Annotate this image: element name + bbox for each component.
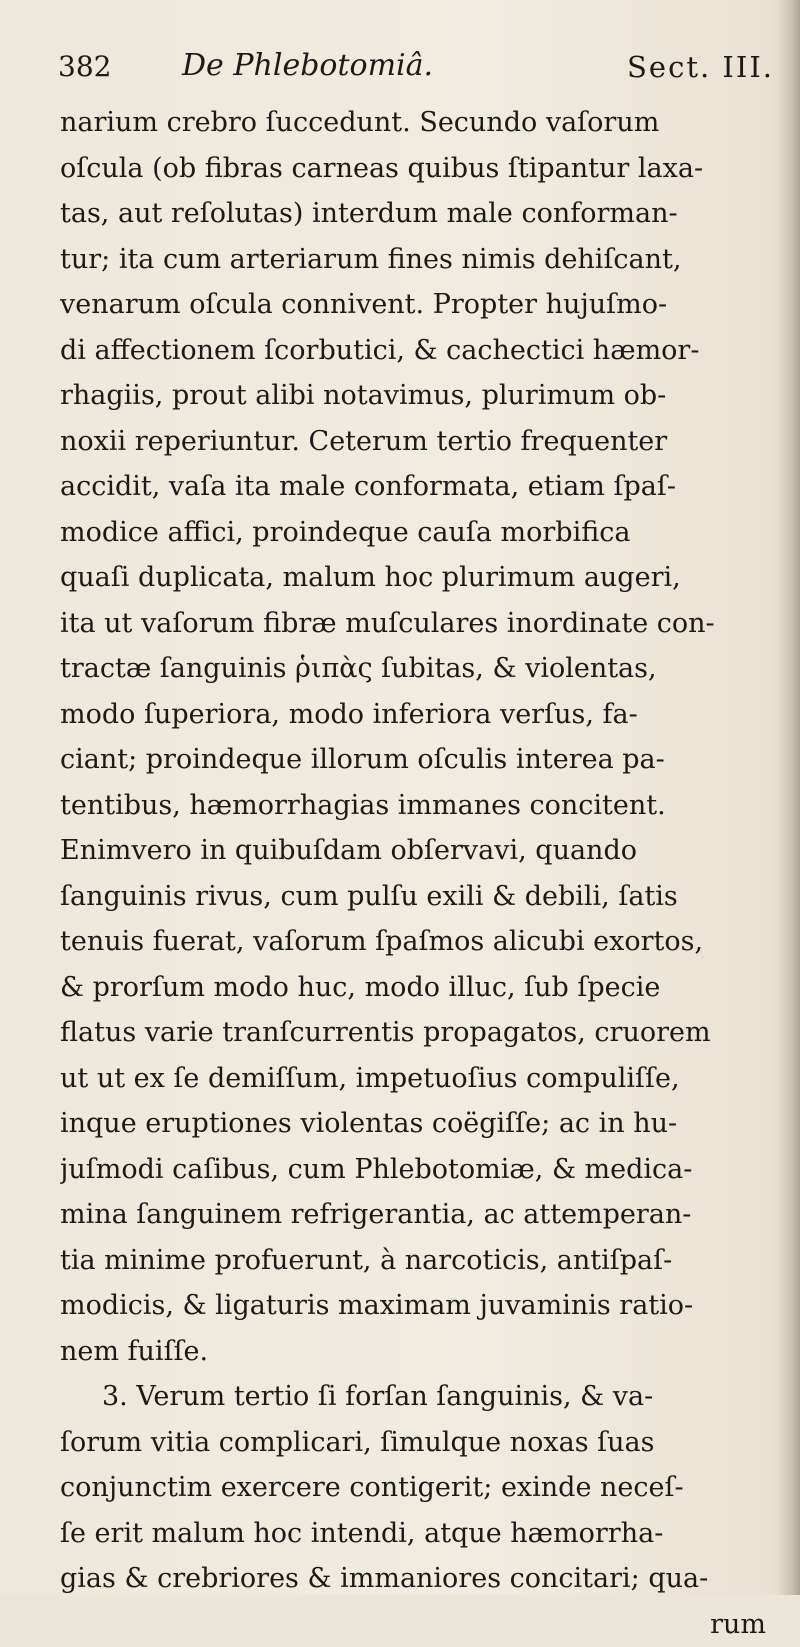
text-line: flatus varie tranſcurrentis propagatos, cruorem — [60, 1010, 772, 1056]
text-line: modo ſuperiora, modo inferiora verſus, fa- — [60, 692, 772, 738]
text-line: nem fuiſſe. — [60, 1329, 772, 1375]
text-line: juſmodi caſibus, cum Phlebotomiæ, & medica- — [60, 1147, 772, 1193]
text-line: oſcula (ob fibras carneas quibus ſtipantur laxa- — [60, 146, 772, 192]
text-line: narium crebro ſuccedunt. Secundo vaſorum — [60, 100, 772, 146]
text-line: mina ſanguinem refrigerantia, ac attemperan- — [60, 1192, 772, 1238]
text-line: tenuis fuerat, vaſorum ſpaſmos alicubi exortos, — [60, 919, 772, 965]
text-line: venarum oſcula connivent. Propter hujuſmo- — [60, 282, 772, 328]
text-line: quaſi duplicata, malum hoc plurimum augeri, — [60, 555, 772, 601]
page-number: 382 — [58, 50, 111, 83]
page-header — [58, 44, 774, 98]
text-line: conjunctim exercere contigerit; exinde neceſ- — [60, 1465, 772, 1511]
text-line: modicis, & ligaturis maximam juvaminis ratio- — [60, 1283, 772, 1329]
text-line: ſanguinis rivus, cum pulſu exili & debili, ſatis — [60, 874, 772, 920]
text-line: rhagiis, prout alibi notavimus, plurimum ob- — [60, 373, 772, 419]
text-line: modice affici, proindeque cauſa morbifica — [60, 510, 772, 556]
body-text — [60, 100, 772, 1647]
text-line-paragraph-start: 3. Verum tertio ſi forſan ſanguinis, & va- — [60, 1374, 772, 1420]
text-line: inque eruptiones violentas coëgiſſe; ac in hu- — [60, 1101, 772, 1147]
text-line: tractæ ſanguinis ῥιπὰς ſubitas, & violentas, — [60, 646, 772, 692]
text-line: ita ut vaſorum fibræ muſculares inordinate con- — [60, 601, 772, 647]
catchword: rum — [60, 1602, 772, 1647]
text-line: ſe erit malum hoc intendi, atque hæmorrha- — [60, 1511, 772, 1557]
page-edge-shadow — [778, 0, 800, 1595]
running-title: De Phlebotomiâ. — [182, 48, 433, 83]
text-line: tur; ita cum arteriarum fines nimis dehiſcant, — [60, 237, 772, 283]
text-line: noxii reperiuntur. Ceterum tertio frequenter — [60, 419, 772, 465]
text-line: tia minime profuerunt, à narcoticis, antiſpaſ- — [60, 1238, 772, 1284]
text-line: di affectionem ſcorbutici, & cachectici hæmor- — [60, 328, 772, 374]
section-label: Sect. III. — [627, 50, 774, 84]
text-line: Enimvero in quibuſdam obſervavi, quando — [60, 828, 772, 874]
text-line: accidit, vaſa ita male conformata, etiam ſpaſ- — [60, 464, 772, 510]
text-line: ſorum vitia complicari, ſimulque noxas ſuas — [60, 1420, 772, 1466]
text-line: ut ut ex ſe demiſſum, impetuoſius compuliſſe, — [60, 1056, 772, 1102]
text-line: & prorſum modo huc, modo illuc, ſub ſpecie — [60, 965, 772, 1011]
text-line: gias & crebriores & immaniores concitari; qua- — [60, 1556, 772, 1602]
text-line: tas, aut reſolutas) interdum male conforman- — [60, 191, 772, 237]
text-line: ciant; proindeque illorum oſculis interea pa- — [60, 737, 772, 783]
text-line: tentibus, hæmorrhagias immanes concitent. — [60, 783, 772, 829]
